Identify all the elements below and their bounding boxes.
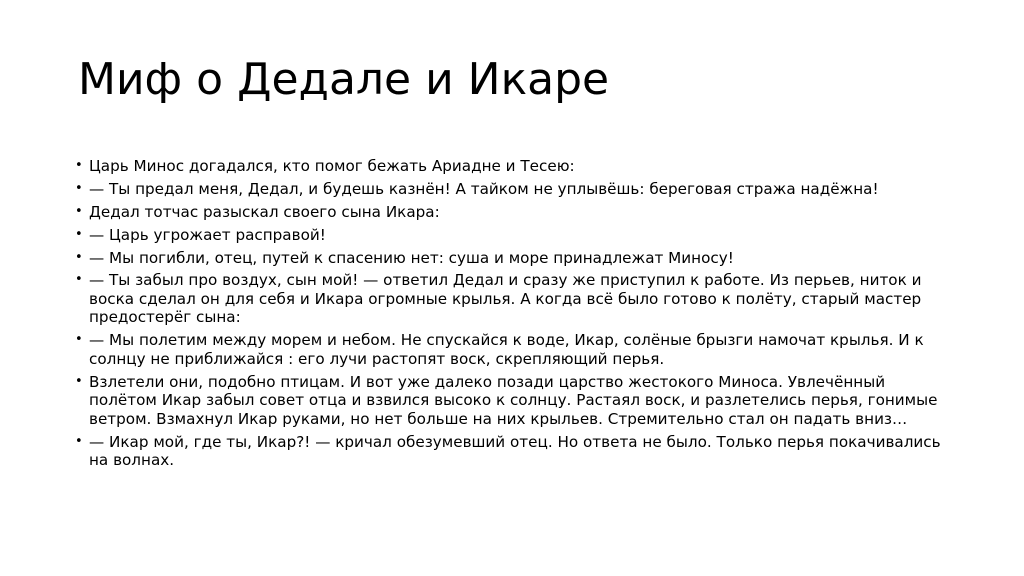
bullet-point-icon: • — [75, 180, 83, 196]
bullet-text: Взлетели они, подобно птицам. И вот уже далеко позади царство жестокого Миноса. Увлечённый полётом Икар забыл совет отца и взвился высоко к солнцу. Растаял воск, и разлетелись перья, гонимые ветром. Взмахнул Икар руками, но нет больше на них крыльев. Стремительно стал он падать вниз… — [89, 372, 938, 428]
slide-title: Миф о Дедале и Икаре — [78, 54, 610, 105]
bullet-item — [72, 433, 952, 470]
bullet-point-icon: • — [75, 433, 83, 449]
bullet-point-icon: • — [75, 226, 83, 242]
bullet-point-icon: • — [75, 249, 83, 265]
bullet-text: — Икар мой, где ты, Икар?! — кричал обезумевший отец. Но ответа не было. Только перья покачивались на волнах. — [89, 432, 941, 470]
bullet-item — [72, 157, 952, 176]
bullet-point-icon: • — [75, 158, 83, 173]
bullet-item — [72, 373, 952, 429]
bullet-point-icon: • — [75, 373, 83, 389]
bullet-item — [72, 331, 952, 368]
bullet-point-icon: • — [75, 332, 83, 348]
bullet-item — [72, 249, 952, 268]
bullet-point-icon: • — [75, 203, 83, 219]
bullet-text: — Ты предал меня, Дедал, и будешь казнён! А тайком не уплывёшь: береговая стража надёжна! — [89, 179, 879, 198]
bullet-list — [72, 157, 952, 474]
bullet-text: — Царь угрожает расправой! — [89, 225, 326, 244]
bullet-item — [72, 271, 952, 327]
bullet-text: — Мы погибли, отец, путей к спасению нет: суша и море принадлежат Миносу! — [89, 248, 734, 267]
bullet-text: Дедал тотчас разыскал своего сына Икара: — [89, 202, 440, 221]
bullet-item — [72, 180, 952, 199]
bullet-item — [72, 203, 952, 222]
bullet-text: — Мы полетим между морем и небом. Не спускайся к воде, Икар, солёные брызги намочат крылья. И к солнцу не приближайся : его лучи растопят воск, скрепляющий перья. — [89, 331, 924, 368]
bullet-item — [72, 226, 952, 245]
bullet-point-icon: • — [75, 272, 83, 288]
bullet-text: — Ты забыл про воздух, сын мой! — ответил Дедал и сразу же приступил к работе. Из перьев, ниток и воска сделал он для себя и Икара огромные крылья. А когда всё было готово к полёту, старый мастер предостерёг сына: — [89, 271, 922, 327]
bullet-text: Царь Минос догадался, кто помог бежать Ариадне и Тесею: — [89, 157, 575, 175]
